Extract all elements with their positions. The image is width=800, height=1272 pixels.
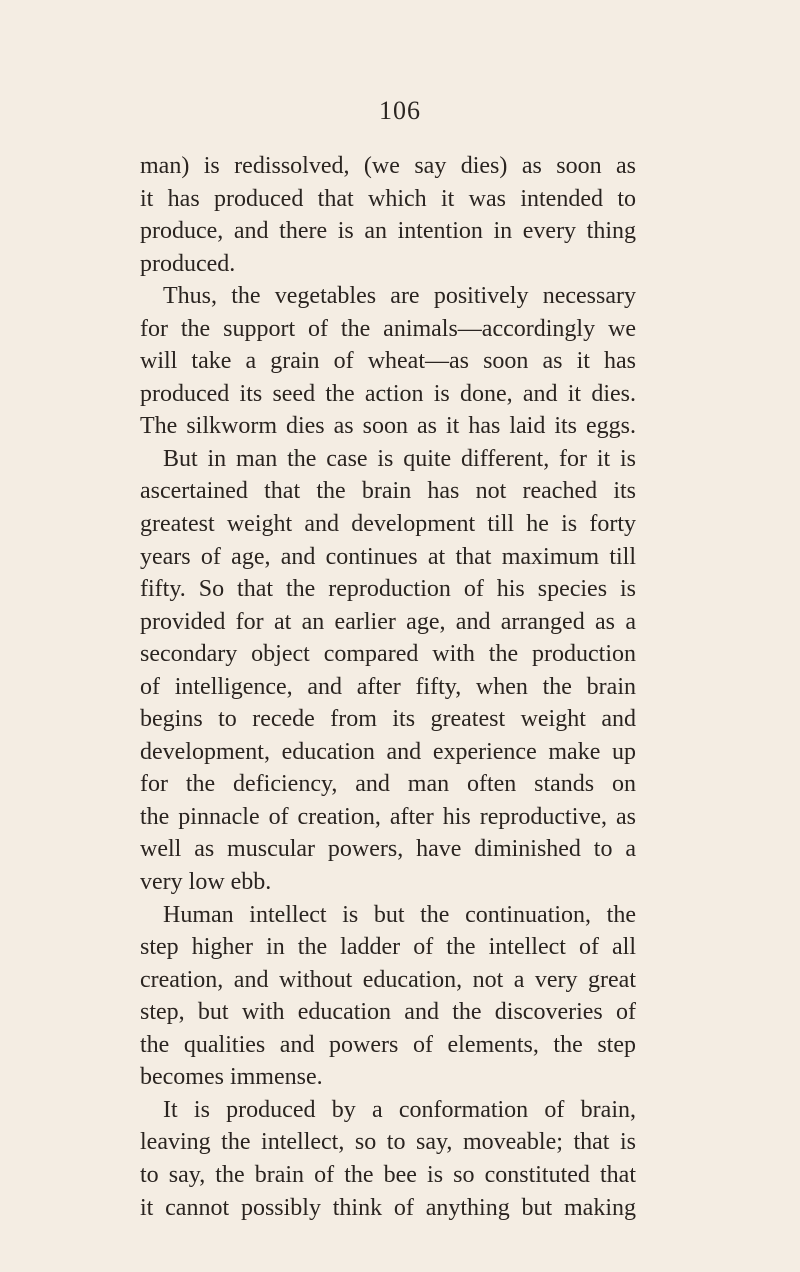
body-text xyxy=(140,150,636,1224)
text-line: for the support of the animals—accordingly we xyxy=(140,315,636,342)
text-line: will take a grain of wheat—as soon as it has xyxy=(140,348,636,375)
text-line: produced its seed the action is done, and it dies. xyxy=(140,380,636,407)
text-line: it cannot possibly think of anything but making xyxy=(140,1194,636,1221)
text-line: development, education and experience make up xyxy=(140,738,636,765)
text-line: It is produced by a conformation of brain, xyxy=(163,1096,636,1123)
text-line: years of age, and continues at that maximum till xyxy=(140,543,636,570)
text-line: fifty. So that the reproduction of his species is xyxy=(140,576,636,603)
text-line: step higher in the ladder of the intellect of all xyxy=(140,934,636,961)
text-line: the qualities and powers of elements, the step xyxy=(140,1031,636,1058)
text-line: Thus, the vegetables are positively necessary xyxy=(163,283,636,310)
text-line: becomes immense. xyxy=(140,1064,323,1091)
text-line: man) is redissolved, (we say dies) as soon as xyxy=(140,153,636,179)
text-line: leaving the intellect, so to say, moveable; that is xyxy=(140,1129,636,1156)
text-line: for the deficiency, and man often stands on xyxy=(140,771,636,798)
text-line: it has produced that which it was intended to xyxy=(140,185,636,212)
text-line: ascertained that the brain has not reached its xyxy=(140,478,636,505)
text-line: of intelligence, and after fifty, when the brain xyxy=(140,673,636,700)
text-line: produced. xyxy=(140,250,236,277)
text-line: well as muscular powers, have diminished to a xyxy=(140,836,636,863)
text-line: to say, the brain of the bee is so constituted that xyxy=(140,1161,636,1188)
text-line: But in man the case is quite different, for it is xyxy=(163,445,636,472)
text-line: Human intellect is but the continuation, the xyxy=(163,901,636,928)
text-line: the pinnacle of creation, after his reproductive, as xyxy=(140,803,636,830)
page-number: 106 xyxy=(379,96,421,125)
text-line: very low ebb. xyxy=(140,869,272,896)
text-line: The silkworm dies as soon as it has laid its eggs. xyxy=(140,413,636,440)
text-line: greatest weight and development till he is forty xyxy=(140,511,636,538)
text-line: provided for at an earlier age, and arranged as a xyxy=(140,608,636,635)
text-line: begins to recede from its greatest weight and xyxy=(140,706,636,733)
text-line: creation, and without education, not a very great xyxy=(140,966,636,993)
text-line: step, but with education and the discoveries of xyxy=(140,999,636,1026)
text-line: secondary object compared with the production xyxy=(140,641,636,668)
text-line: produce, and there is an intention in every thing xyxy=(140,218,636,245)
